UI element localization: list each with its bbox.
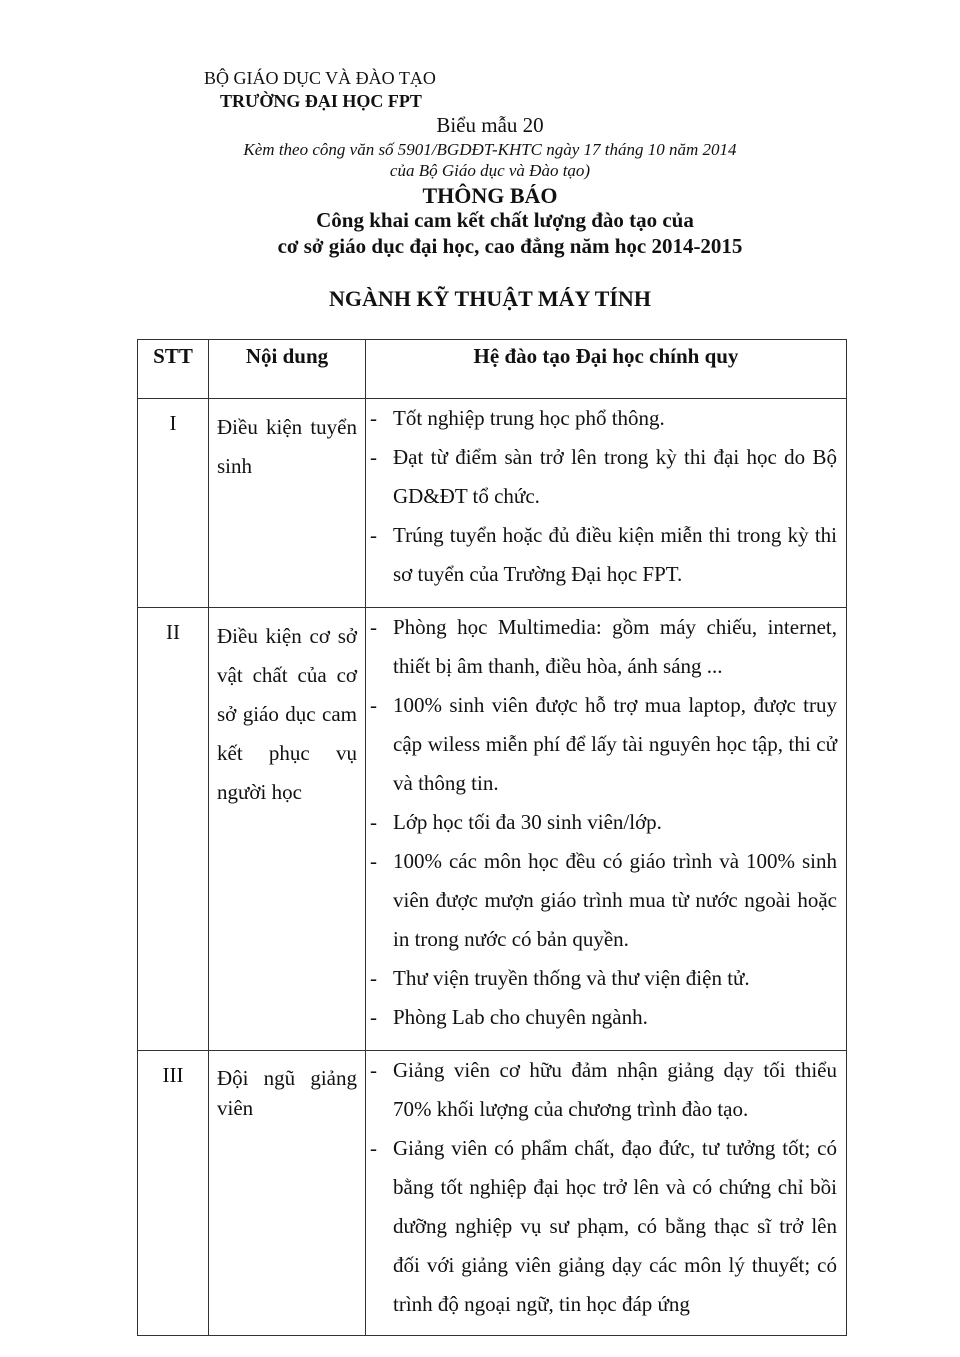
list-item <box>366 998 846 1037</box>
dash-marker: - <box>370 966 377 990</box>
dash-marker: - <box>370 406 377 430</box>
major-title: NGÀNH KỸ THUẬT MÁY TÍNH <box>329 286 651 311</box>
row-items <box>366 399 847 608</box>
notice-title: THÔNG BÁO <box>422 183 558 208</box>
dash-marker: - <box>370 693 377 717</box>
row-number: I <box>138 399 209 608</box>
list-item-text: 100% sinh viên được hỗ trợ mua laptop, được truy cập wiless miễn phí để lấy tài nguyên học tập, thi cử và thông tin. <box>393 693 837 795</box>
table-row <box>138 399 847 608</box>
list-item <box>366 686 846 803</box>
list-item-text: Phòng học Multimedia: gồm máy chiếu, internet, thiết bị âm thanh, điều hòa, ánh sáng ... <box>393 615 837 678</box>
column-header-content: Nội dung <box>209 340 366 399</box>
row-content: Điều kiện tuyển sinh <box>209 399 366 608</box>
dash-marker: - <box>370 849 377 873</box>
dash-marker: - <box>370 445 377 469</box>
list-item <box>366 438 846 516</box>
row-items <box>366 608 847 1051</box>
list-item-text: Trúng tuyển hoặc đủ điều kiện miễn thi trong kỳ thi sơ tuyển của Trường Đại học FPT. <box>393 523 837 586</box>
list-item <box>366 959 846 998</box>
list-item <box>366 1129 846 1324</box>
list-item-text: 100% các môn học đều có giáo trình và 100% sinh viên được mượn giáo trình mua từ nước ngoài hoặc in trong nước có bản quyền. <box>393 849 837 951</box>
dash-marker: - <box>370 1136 377 1160</box>
list-item-text: Phòng Lab cho chuyên ngành. <box>393 1005 648 1029</box>
commitment-table <box>137 339 847 1336</box>
list-item <box>366 842 846 959</box>
row-content: Điều kiện cơ sở vật chất của cơ sở giáo dục cam kết phục vụ người học <box>209 608 366 1051</box>
attachment-note-line2: của Bộ Giáo dục và Đào tạo) <box>389 161 591 180</box>
list-item-text: Giảng viên có phẩm chất, đạo đức, tư tưởng tốt; có bằng tốt nghiệp đại học trở lên và có chứng chỉ bồi dưỡng nghiệp vụ sư phạm, có bằng thạc sĩ trở lên đối với giảng viên giảng dạy các môn lý thuyết; có trình độ ngoại ngữ, tin học đáp ứng <box>393 1136 837 1316</box>
attachment-note-line1: Kèm theo công văn số 5901/BGDĐT-KHTC ngày 17 tháng 10 năm 2014 <box>243 140 737 159</box>
list-item-text: Đạt từ điểm sàn trở lên trong kỳ thi đại học do Bộ GD&ĐT tổ chức. <box>393 445 837 508</box>
list-item-text: Thư viện truyền thống và thư viện điện tử. <box>393 966 750 990</box>
row-number: II <box>138 608 209 1051</box>
dash-marker: - <box>370 523 377 547</box>
row-content: Đội ngũ giảng viên <box>209 1051 366 1336</box>
list-item <box>366 399 846 438</box>
list-item <box>366 608 846 686</box>
column-header-program: Hệ đào tạo Đại học chính quy <box>366 340 847 399</box>
subtitle-line2: cơ sở giáo dục đại học, cao đẳng năm học 2014-2015 <box>277 234 743 258</box>
list-item-text: Tốt nghiệp trung học phổ thông. <box>393 406 665 430</box>
form-name: Biểu mẫu 20 <box>436 113 544 137</box>
subtitle-line1: Công khai cam kết chất lượng đào tạo của <box>316 208 694 232</box>
ministry-name: BỘ GIÁO DỤC VÀ ĐÀO TẠO <box>204 68 436 88</box>
dash-marker: - <box>370 1005 377 1029</box>
list-item-text: Lớp học tối đa 30 sinh viên/lớp. <box>393 810 662 834</box>
row-items <box>366 1051 847 1336</box>
dash-marker: - <box>370 810 377 834</box>
list-item <box>366 516 846 594</box>
list-item-text: Giảng viên cơ hữu đảm nhận giảng dạy tối thiểu 70% khối lượng của chương trình đào tạo. <box>393 1058 837 1121</box>
dash-marker: - <box>370 1058 377 1082</box>
row-number: III <box>138 1051 209 1336</box>
table-row <box>138 1051 847 1336</box>
list-item <box>366 1051 846 1129</box>
dash-marker: - <box>370 615 377 639</box>
column-header-stt: STT <box>138 340 209 399</box>
table-row <box>138 608 847 1051</box>
list-item <box>366 803 846 842</box>
table-header-row <box>138 340 847 399</box>
school-name: TRƯỜNG ĐẠI HỌC FPT <box>220 91 422 111</box>
